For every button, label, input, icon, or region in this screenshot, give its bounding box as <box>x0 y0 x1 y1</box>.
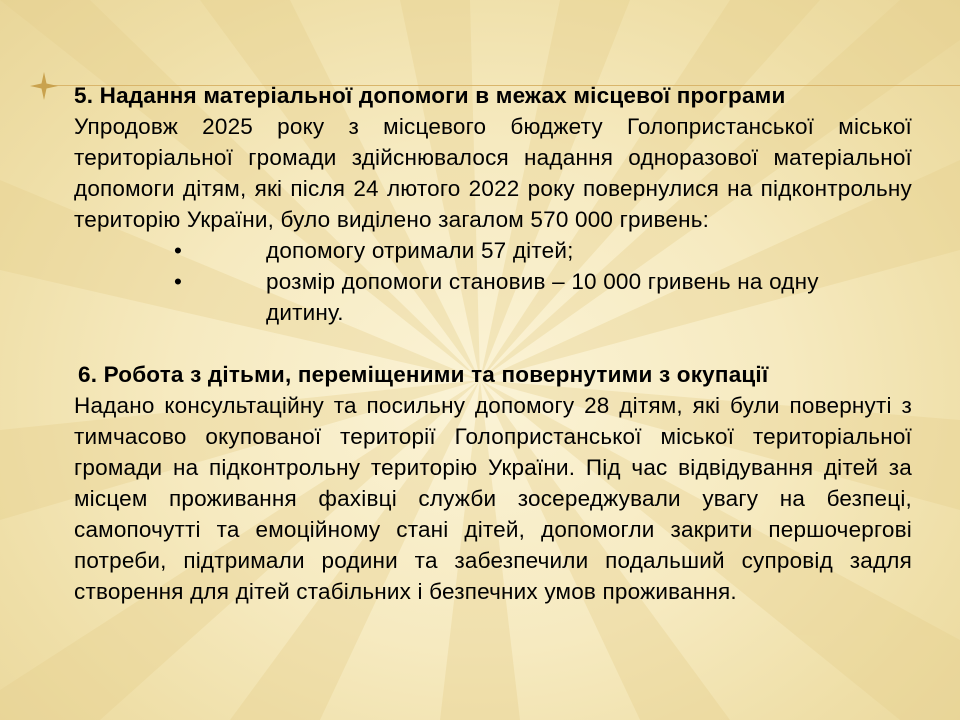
section6-heading: 6. Робота з дітьми, переміщеними та повернутими з окупації <box>78 362 769 387</box>
star-ornament-icon <box>30 72 58 100</box>
slide-content <box>74 80 912 607</box>
section5-paragraph: Упродовж 2025 року з місцевого бюджету Голопристанської міської територіальної громади здійснювалося надання одноразової матеріальної допомоги дітям, які після 24 лютого 2022 року повернулися на підконтрольну територію України, було виділено загалом 570 000 гривень: <box>74 114 912 232</box>
section5-bullet-list <box>74 235 912 328</box>
section-spacer <box>74 328 912 359</box>
bullet-icon: • <box>174 238 183 263</box>
list-item <box>74 266 912 328</box>
section6-paragraph: Надано консультаційну та посильну допомогу 28 дітям, які були повернуті з тимчасово окупованої території Голопристанської міської територіальної громади на підконтрольну територію України. Під час відвідування дітей за місцем проживання фахівці служби зосереджували увагу на безпеці, самопочутті та емоційному стані дітей, допомогли закрити першочергові потреби, підтримали родини та забезпечили подальший супровід задля створення для дітей стабільних і безпечних умов проживання. <box>74 393 912 604</box>
list-item <box>74 235 912 266</box>
bullet-text: розмір допомоги становив – 10 000 гривень на одну дитину. <box>266 269 819 325</box>
section5-heading: 5. Надання матеріальної допомоги в межах місцевої програми <box>74 83 786 108</box>
bullet-text: допомогу отримали 57 дітей; <box>266 238 574 263</box>
bullet-icon: • <box>174 269 183 294</box>
